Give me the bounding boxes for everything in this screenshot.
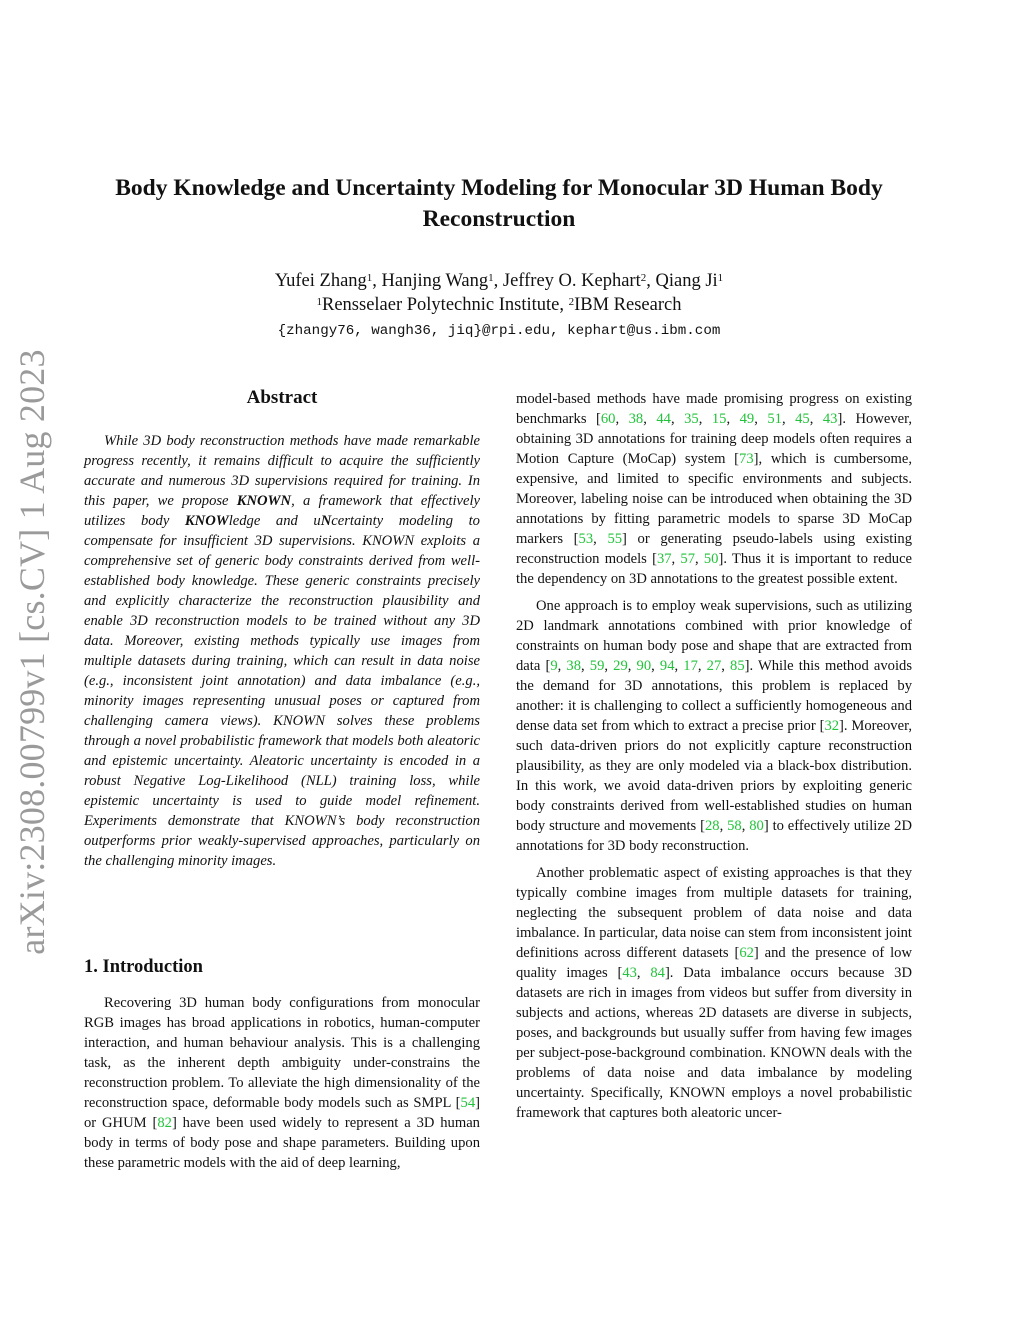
citation-link[interactable]: 94 <box>659 658 675 674</box>
citation-link[interactable]: 37 <box>656 551 672 567</box>
citation-link[interactable]: 38 <box>566 658 581 674</box>
citation-link[interactable]: 45 <box>795 411 810 427</box>
citation-link[interactable]: 44 <box>656 411 671 427</box>
citation-link[interactable]: 49 <box>739 411 755 427</box>
citation-link[interactable]: 43 <box>822 411 838 427</box>
citation-link[interactable]: 15 <box>711 411 727 427</box>
citation-link[interactable]: 80 <box>749 818 764 834</box>
citation-link[interactable]: 85 <box>730 658 745 674</box>
citation-link[interactable]: 62 <box>739 945 754 961</box>
author-name: Jeffrey O. Kephart <box>502 271 641 291</box>
citation-link[interactable]: 32 <box>824 718 840 734</box>
citation-link[interactable]: 60 <box>600 411 616 427</box>
citation-link[interactable]: 17 <box>683 658 698 674</box>
citation-link[interactable]: 59 <box>589 658 605 674</box>
citation-link[interactable]: 35 <box>684 411 699 427</box>
author-name: Hanjing Wang <box>381 271 489 291</box>
citation-link[interactable]: 38 <box>628 411 644 427</box>
intro-paragraph: Recovering 3D human body configurations from monocular RGB images has broad applications in robotics, human-computer interaction, and human behaviour analysis. This is a challenging task, as the inherent depth ambiguity under-constrains the reconstruction problem. To alleviate the high dimensionality of the reconstruction space, deformable body models such as SMPL [54] or GHUM [82] have been used widely to represent a 3D human body in terms of body pose and shape parameters. Building upon these parametric models with the aid of deep learning, <box>84 995 480 1171</box>
citation-link[interactable]: 28 <box>704 818 720 834</box>
author-name: Yufei Zhang <box>274 271 367 291</box>
citation-link[interactable]: 50 <box>703 551 719 567</box>
affiliation-name: Rensselaer Polytechnic Institute <box>322 295 560 315</box>
citation-link[interactable]: 9 <box>550 658 558 674</box>
body-paragraph: One approach is to employ weak supervisions, such as utilizing 2D landmark annotations combined with prior knowledge of constraints on human body pose and shape that are extracted from data [9, 38, 59, 29, 90, 94, 17, 27, 85]. While this method avoids the demand for 3D annotations, this problem is replaced by another: it is challenging to collect a sufficiently homogeneous and dense data set from which to extract a precise prior [32]. Moreover, such data-driven priors do not explicitly capture reconstruction plausibility, as they are only modeled via a black-box distribution. In this work, we avoid data-driven priors by exploiting generic body constraints derived from well-established studies on human body structure and movements [28, 58, 80] to effectively utilize 2D annotations for 3D body reconstruction. <box>516 598 913 854</box>
citation-link[interactable]: 27 <box>706 658 722 674</box>
citation-link[interactable]: 84 <box>650 965 665 981</box>
affiliation-list: $^1$Rensselaer Polytechnic Institute, $^2$IBM Research <box>316 295 682 315</box>
section-heading-introduction: 1. Introduction <box>84 957 203 977</box>
author-name: Qiang Ji <box>655 271 718 291</box>
author-affiliation-mark: 1 <box>488 272 494 284</box>
citation-link[interactable]: 43 <box>622 965 637 981</box>
abstract-text: While 3D body reconstruction methods have made remarkable progress recently, it remains difficult to acquire the sufficiently accurate and numerous 3D supervisions required for training. In this paper, we propose KNOWN, a framework that effectively utilizes body KNOWledge and uNcertainty modeling to compensate for insufficient 3D supervisions. KNOWN exploits a comprehensive set of generic body constraints derived from well-established body knowledge. These generic constraints precisely and explicitly characterize the reconstruction plausibility and enable 3D reconstruction models to be trained without any 3D data. Moreover, existing methods typically use images from multiple datasets during training, which can result in data noise (e.g., inconsistent joint annotation) and data imbalance (e.g., minority images representing unusual poses or captured from challenging camera views). KNOWN solves these problems through a novel probabilistic framework that models both aleatoric and epistemic uncertainty. Aleatoric uncertainty is encoded in a robust Negative Log-Likelihood (NLL) training loss, while epistemic uncertainty is used to guide model refinement. Experiments demonstrate that KNOWN’s body reconstruction outperforms prior weakly-supervised approaches, particularly on the challenging minority images. <box>84 433 480 869</box>
citation-link[interactable]: 90 <box>636 658 652 674</box>
arxiv-identifier: arXiv:2308.00799v1 [cs.CV] 1 Aug 2023 <box>12 349 52 955</box>
author-emails: {zhangy76, wangh36, jiq}@rpi.edu, kephart@us.ibm.com <box>277 323 721 339</box>
citation-link[interactable]: 55 <box>607 531 623 547</box>
citation-link[interactable]: 51 <box>767 411 782 427</box>
citation-link[interactable]: 54 <box>460 1095 476 1111</box>
body-paragraph: Another problematic aspect of existing approaches is that they typically combine images from multiple datasets for training, neglecting the subsequent problem of data noise and data imbalance. In particular, data noise can stem from inconsistent joint definitions across different datasets [62] and the presence of low quality images [43, 84]. Data imbalance occurs because 3D datasets are rich in images from videos but suffer from diversity in subjects and actions, whereas 2D datasets are diverse in subjects, poses, and backgrounds but usually suffer from having few images per subject-pose-background combination. KNOWN deals with the problems of data noise and data imbalance by modeling uncertainty. Specifically, KNOWN employs a novel probabilistic framework that captures both aleatoric uncer- <box>516 865 913 1121</box>
abstract-heading: Abstract <box>246 387 318 408</box>
affiliation-name: IBM Research <box>574 295 682 315</box>
citation-link[interactable]: 29 <box>613 658 628 674</box>
paper-title: Body Knowledge and Uncertainty Modeling for Monocular 3D Human Body Reconstruction <box>115 175 883 232</box>
author-affiliation-mark: 1 <box>717 272 724 284</box>
author-list: Yufei Zhang$^1$, Hanjing Wang$^1$, Jeffrey O. Kephart$^2$, Qiang Ji$^1$ <box>274 271 724 291</box>
citation-link[interactable]: 57 <box>680 551 695 567</box>
body-paragraph: model-based methods have made promising progress on existing benchmarks [60, 38, 44, 35, 15, 49, 51, 45, 43]. However, obtaining 3D annotations for training deep models often requires a Motion Capture (MoCap) system [73], which is cumbersome, expensive, and limited to specific environments and subjects. Moreover, labeling noise can be introduced when obtaining the 3D annotations by fitting parametric models to sparse 3D MoCap markers [53, 55] or generating pseudo-labels using existing reconstruction models [37, 57, 50]. Thus it is important to reduce the dependency on 3D annotations to the greatest possible extent. <box>516 391 913 587</box>
citation-link[interactable]: 73 <box>739 451 754 467</box>
citation-link[interactable]: 82 <box>157 1115 172 1131</box>
citation-link[interactable]: 58 <box>727 818 742 834</box>
right-column <box>516 389 912 1130</box>
affiliation-number: 1 <box>316 296 322 308</box>
affiliation-number: 2 <box>568 296 575 308</box>
author-affiliation-mark: 2 <box>640 272 647 284</box>
author-affiliation-mark: 1 <box>366 272 373 284</box>
citation-link[interactable]: 53 <box>578 531 594 547</box>
